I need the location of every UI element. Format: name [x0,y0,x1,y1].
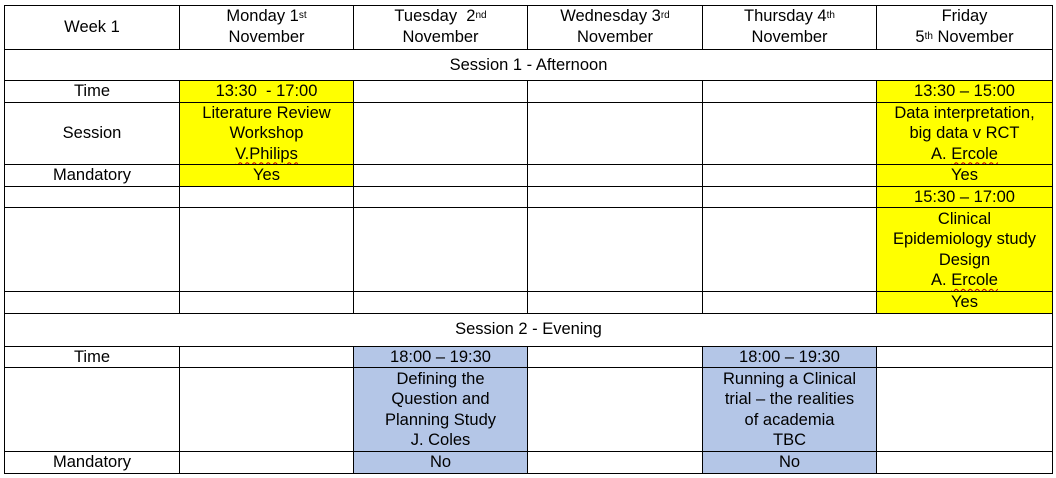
thursday-presenter: TBC [773,431,806,449]
session1-mandatory-row-b [5,292,1053,314]
schedule-table [4,5,1053,474]
tuesday-presenter: J. Coles [410,431,471,449]
session2-mandatory-row [5,452,1053,474]
friday-mandatory-a: Yes [877,165,1053,187]
tuesday-session: Defining the Question and Planning Study J. Coles [354,368,528,452]
time-label: Time [5,81,180,103]
friday-session-a: Data interpretation, big data v RCT A. Ercole [877,102,1053,165]
friday-session-b: Clinical Epidemiology study Design A. Ercole [877,208,1053,292]
session-label: Session [5,102,180,165]
mandatory-label: Mandatory [5,165,180,187]
tuesday-time: 18:00 – 19:30 [354,346,528,368]
session2-title-row [5,313,1053,346]
week-header: Week 1 [5,6,180,50]
monday-session: Literature Review Workshop V.Philips [180,102,354,165]
friday-header: Friday 5th November [877,6,1053,50]
friday-mandatory-b: Yes [877,292,1053,314]
session1-mandatory-row [5,165,1053,187]
thursday-header: Thursday 4th November [703,6,877,50]
friday-presenter-a: Ercole [951,144,998,163]
friday-time-b: 15:30 – 17:00 [877,186,1053,208]
friday-presenter-b: Ercole [951,271,998,289]
session1-time-row-b [5,186,1053,208]
header-row [5,6,1053,50]
session2-title: Session 2 - Evening [5,313,1053,346]
session1-time-row [5,81,1053,103]
thursday-session: Running a Clinical trial – the realities of academia TBC [703,368,877,452]
monday-header: Monday 1st November [180,6,354,50]
session2-session-row [5,368,1053,452]
tuesday-header: Tuesday 2nd November [354,6,528,50]
monday-presenter: V.Philips [235,144,298,163]
thursday-mandatory: No [703,452,877,474]
session1-session-row [5,102,1053,165]
mandatory-label-evening: Mandatory [5,452,180,474]
session1-title-row [5,50,1053,81]
tuesday-mandatory: No [354,452,528,474]
thursday-time: 18:00 – 19:30 [703,346,877,368]
monday-time: 13:30 - 17:00 [180,81,354,103]
time-label-evening: Time [5,346,180,368]
session1-title: Session 1 - Afternoon [5,50,1053,81]
wednesday-header: Wednesday 3rd November [528,6,703,50]
friday-time-a: 13:30 – 15:00 [877,81,1053,103]
session2-time-row [5,346,1053,368]
session1-session-row-b [5,208,1053,292]
monday-mandatory: Yes [180,165,354,187]
